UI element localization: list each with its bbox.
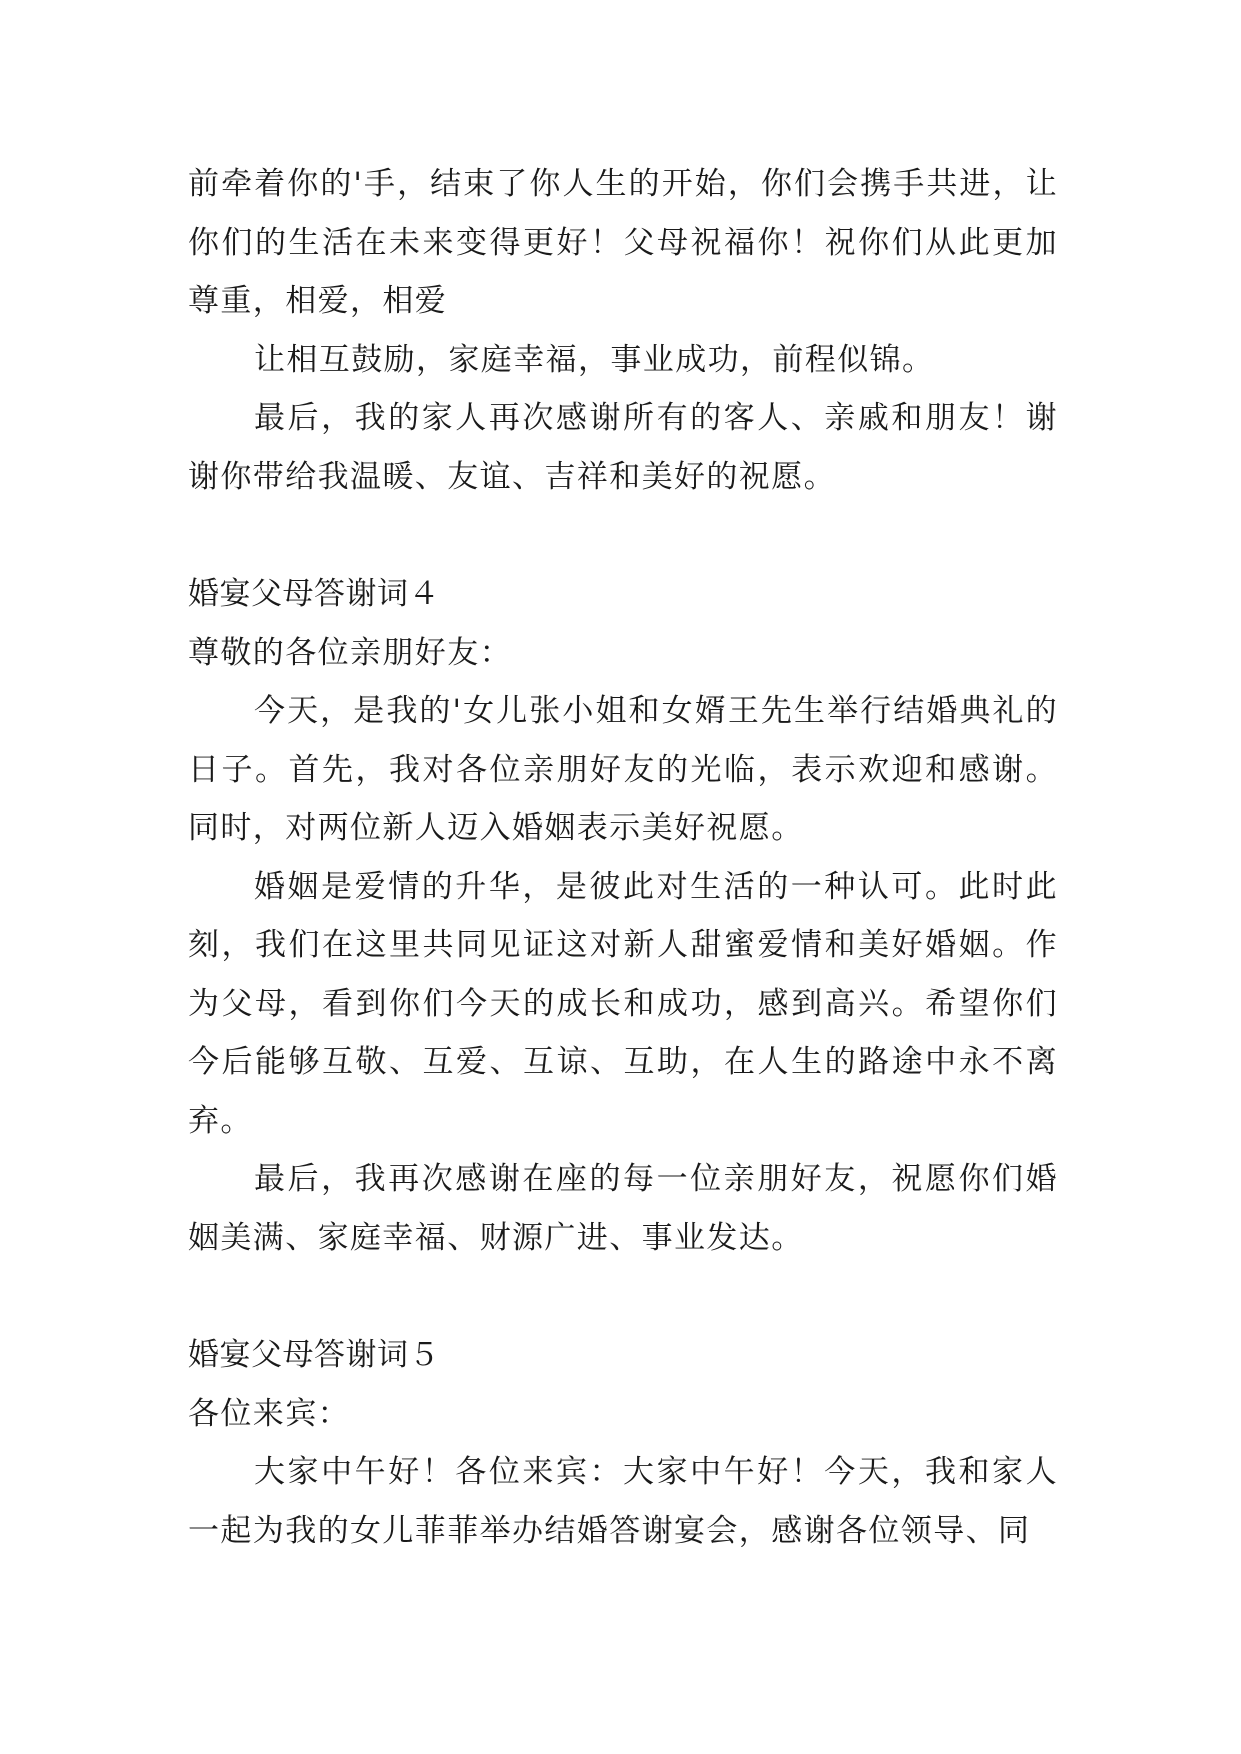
paragraph-continuation: 前牵着你的'手，结束了你人生的开始，你们会携手共进，让你们的生活在未来变得更好！父母祝福你！祝你们从此更加尊重，相爱，相爱: [188, 166, 1058, 319]
section-spacer: [188, 1267, 1058, 1326]
paragraph-closing: 最后，我再次感谢在座的每一位亲朋好友，祝愿你们婚姻美满、家庭幸福、财源广进、事业发达。: [188, 1161, 1058, 1256]
paragraph-closing: 最后，我的家人再次感谢所有的客人、亲戚和朋友！谢谢你带给我温暖、友谊、吉祥和美好的祝愿。: [188, 400, 1058, 495]
salutation: 各位来宾：: [188, 1395, 350, 1432]
document-body: [188, 155, 1058, 1560]
paragraph: 大家中午好！各位来宾：大家中午好！今天，我和家人一起为我的女儿菲菲举办结婚答谢宴会，感谢各位领导、同: [188, 1454, 1058, 1549]
paragraph: 今天，是我的'女儿张小姐和女婿王先生举行结婚典礼的日子。首先，我对各位亲朋好友的光临，表示欢迎和感谢。同时，对两位新人迈入婚姻表示美好祝愿。: [188, 693, 1058, 846]
paragraph: 让相互鼓励，家庭幸福，事业成功，前程似锦。: [254, 341, 935, 378]
section-heading: 婚宴父母答谢词４: [188, 576, 440, 612]
paragraph: 婚姻是爱情的升华，是彼此对生活的一种认可。此时此刻，我们在这里共同见证这对新人甜蜜爱情和美好婚姻。作为父母，看到你们今天的成长和成功，感到高兴。希望你们今后能够互敬、互爱、互谅、互助，在人生的路途中永不离弃。: [188, 868, 1058, 1139]
section-heading: 婚宴父母答谢词５: [188, 1337, 440, 1373]
section-spacer: [188, 506, 1058, 565]
salutation: 尊敬的各位亲朋好友：: [188, 634, 512, 671]
